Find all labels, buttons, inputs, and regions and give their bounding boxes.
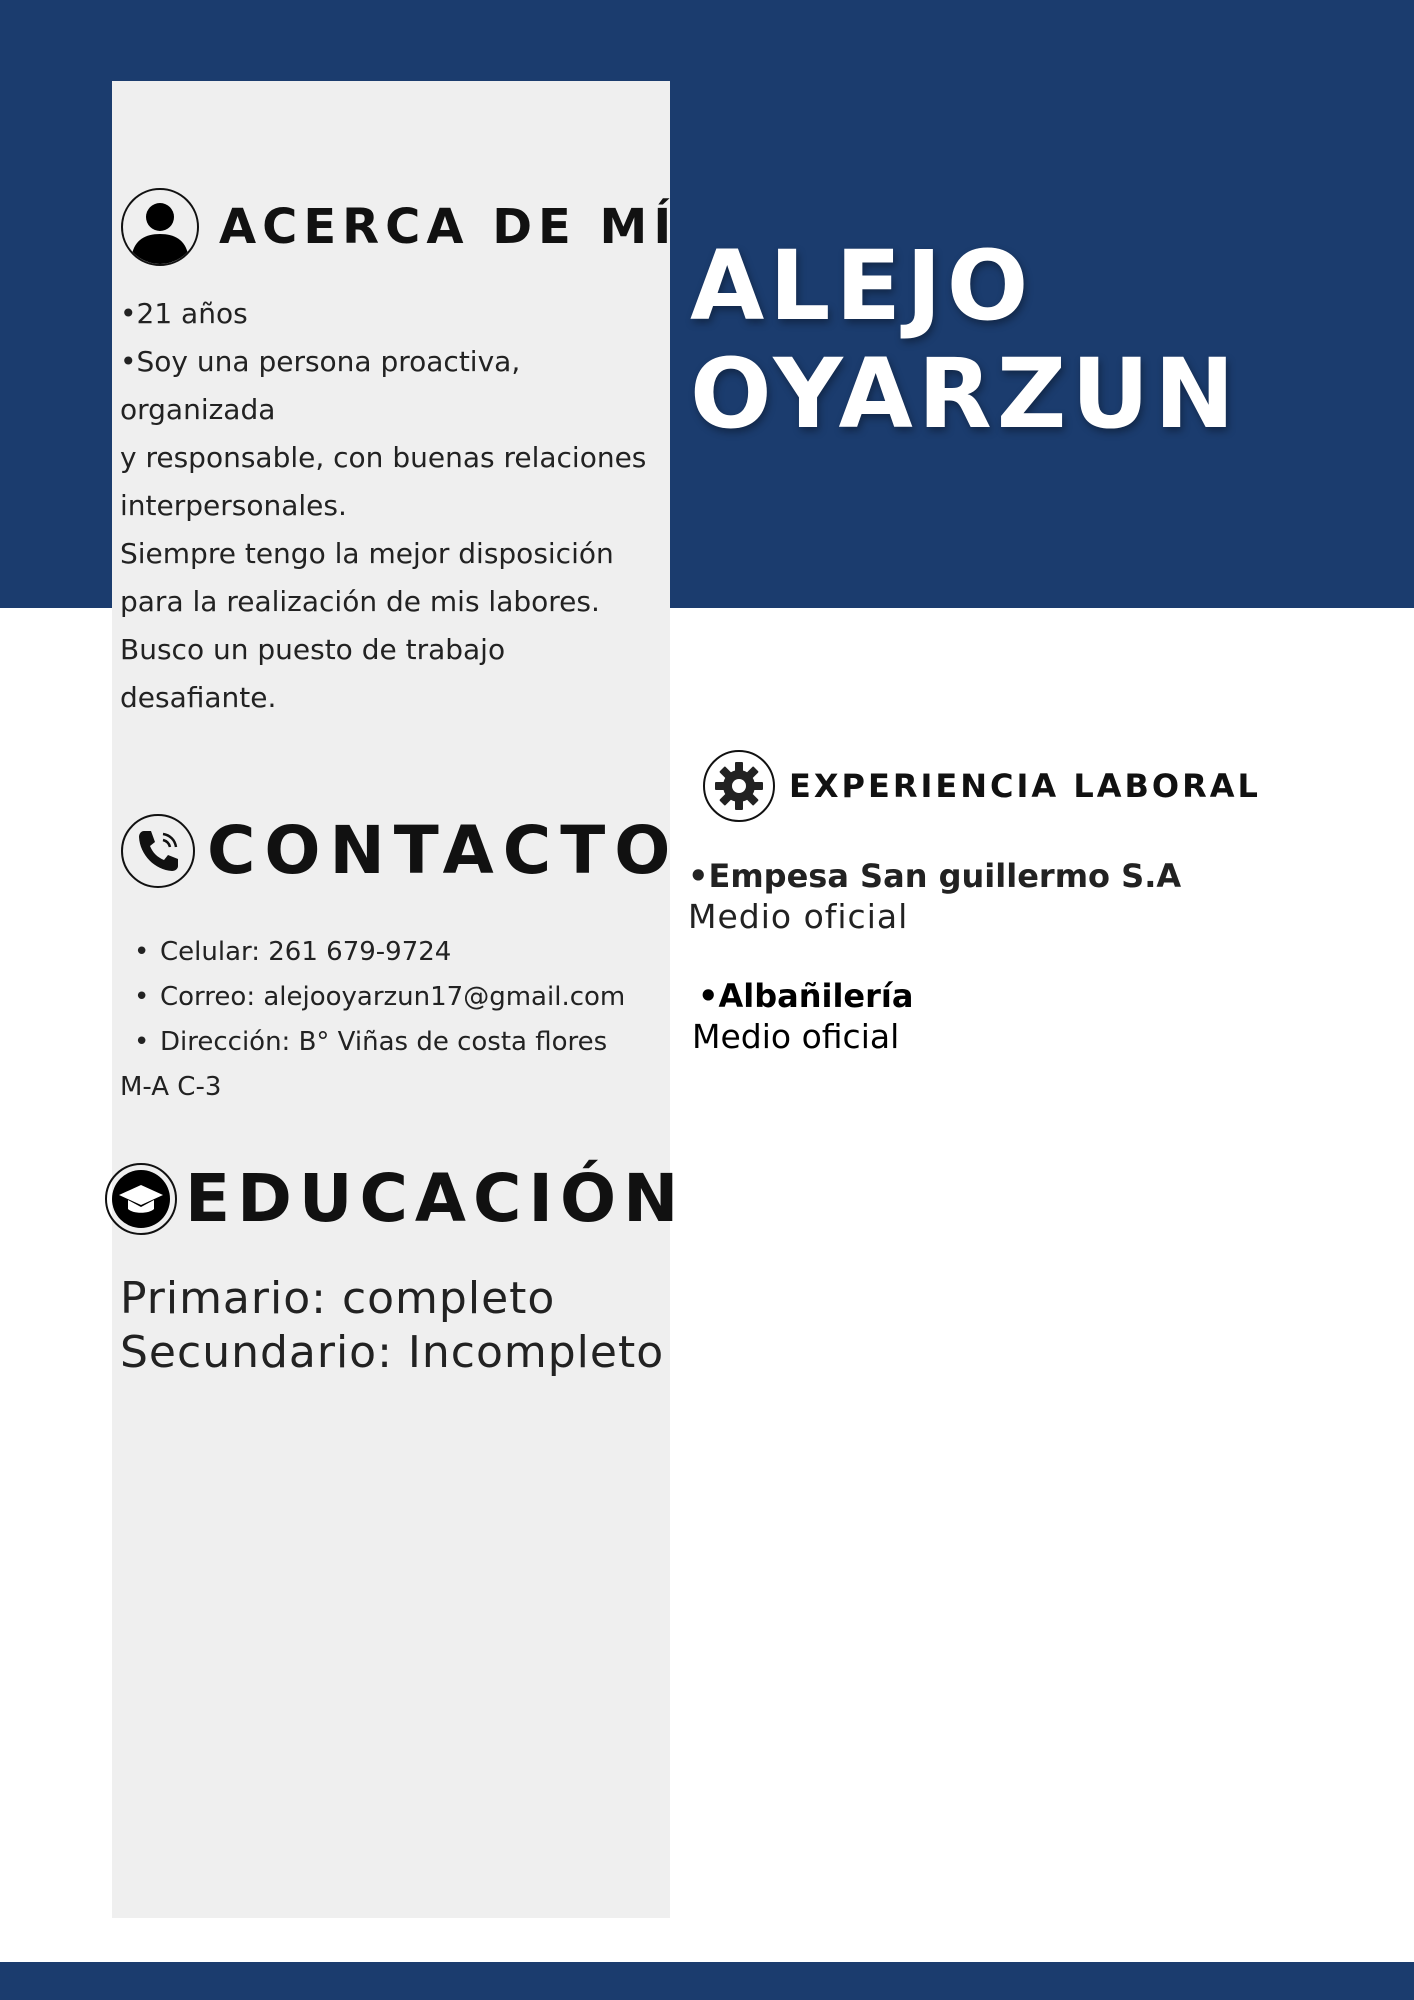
contact-title: CONTACTO [207, 812, 680, 889]
job-title: •Albañilería [698, 977, 914, 1015]
education-section-header [105, 1160, 685, 1237]
job-entry [688, 856, 1181, 938]
about-line: desafiante. [120, 681, 277, 714]
contact-phone: • Celular: 261 679-9724 [134, 937, 452, 967]
graduation-cap-icon [105, 1163, 177, 1235]
contact-address: • Dirección: B° Viñas de costa flores [134, 1027, 608, 1057]
phone-icon [121, 814, 195, 888]
about-line: Busco un puesto de trabajo [120, 633, 506, 666]
about-line: interpersonales. [120, 489, 347, 522]
first-name: ALEJO [690, 230, 1034, 342]
education-title: EDUCACIÓN [185, 1160, 686, 1237]
last-name: OYARZUN [690, 338, 1240, 450]
about-text [120, 290, 670, 722]
about-line: •Soy una persona proactiva, [120, 345, 521, 378]
about-section-header [121, 188, 677, 266]
about-line: y responsable, con buenas relaciones [120, 441, 647, 474]
job-role: Medio oficial [692, 1017, 900, 1056]
about-line: Siempre tengo la mejor disposición [120, 537, 614, 570]
contact-list [120, 930, 670, 1110]
contact-address-continuation: M-A C-3 [120, 1072, 222, 1102]
candidate-name [690, 232, 1240, 448]
gear-icon [703, 750, 775, 822]
about-line: para la realización de mis labores. [120, 585, 600, 618]
job-entry [692, 976, 913, 1058]
job-role: Medio oficial [688, 897, 909, 936]
education-secondary: Secundario: Incompleto [120, 1327, 665, 1378]
contact-section-header [121, 812, 679, 889]
person-icon [121, 188, 199, 266]
job-title: •Empesa San guillermo S.A [688, 857, 1182, 895]
education-primary: Primario: completo [120, 1273, 556, 1324]
experience-title: EXPERIENCIA LABORAL [789, 767, 1261, 805]
about-line: organizada [120, 393, 276, 426]
about-title: ACERCA DE MÍ [219, 199, 678, 255]
footer-band [0, 1962, 1414, 2000]
education-list [120, 1272, 664, 1380]
about-line: •21 años [120, 297, 248, 330]
contact-email: • Correo: alejooyarzun17@gmail.com [134, 982, 626, 1012]
experience-section-header [703, 750, 1261, 822]
